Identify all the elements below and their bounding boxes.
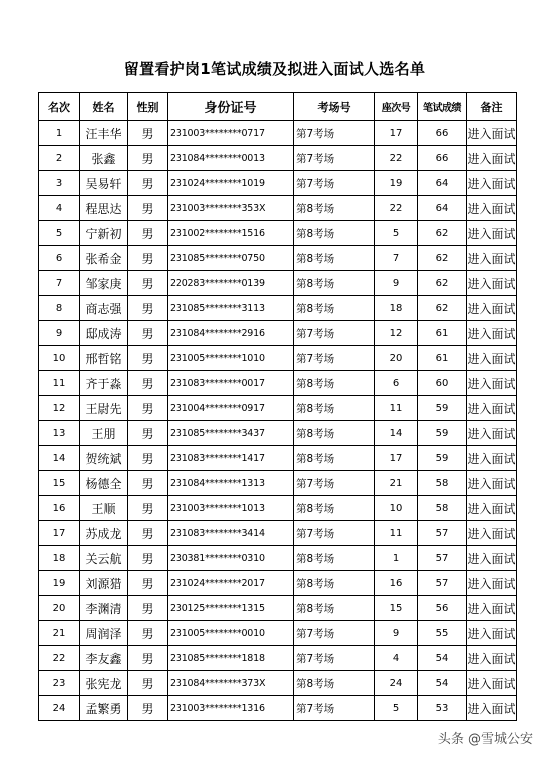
cell-score: 59: [418, 421, 467, 446]
cell-seat: 15: [375, 596, 418, 621]
cell-gender: 男: [128, 396, 168, 421]
cell-seat: 10: [375, 496, 418, 521]
cell-seat: 17: [375, 446, 418, 471]
cell-exam-room: 第8考场: [294, 246, 375, 271]
cell-rank: 2: [39, 146, 80, 171]
cell-score: 56: [418, 596, 467, 621]
cell-rank: 19: [39, 571, 80, 596]
candidate-table: [38, 92, 517, 721]
cell-score: 59: [418, 396, 467, 421]
cell-id-number: 231004********0917: [168, 396, 294, 421]
cell-score: 54: [418, 646, 467, 671]
cell-gender: 男: [128, 221, 168, 246]
cell-seat: 11: [375, 396, 418, 421]
cell-seat: 6: [375, 371, 418, 396]
cell-exam-room: 第8考场: [294, 396, 375, 421]
cell-id-number: 231083********0017: [168, 371, 294, 396]
cell-id-number: 231005********1010: [168, 346, 294, 371]
cell-rank: 7: [39, 271, 80, 296]
cell-score: 62: [418, 296, 467, 321]
cell-id-number: 231084********373X: [168, 671, 294, 696]
cell-name: 王尉先: [80, 396, 128, 421]
cell-name: 邹家庚: [80, 271, 128, 296]
cell-score: 66: [418, 121, 467, 146]
header-name: 姓名: [80, 93, 128, 121]
cell-score: 66: [418, 146, 467, 171]
cell-seat: 9: [375, 271, 418, 296]
table-row: [39, 671, 517, 696]
cell-rank: 21: [39, 621, 80, 646]
cell-seat: 12: [375, 321, 418, 346]
cell-score: 57: [418, 546, 467, 571]
cell-score: 57: [418, 521, 467, 546]
cell-exam-room: 第7考场: [294, 471, 375, 496]
table-row: [39, 546, 517, 571]
cell-gender: 男: [128, 571, 168, 596]
cell-note: 进入面试: [467, 121, 517, 146]
cell-gender: 男: [128, 271, 168, 296]
header-room: 考场号: [294, 93, 375, 121]
cell-rank: 17: [39, 521, 80, 546]
table-row: [39, 621, 517, 646]
table-row: [39, 246, 517, 271]
cell-exam-room: 第7考场: [294, 146, 375, 171]
cell-rank: 11: [39, 371, 80, 396]
cell-rank: 5: [39, 221, 80, 246]
cell-gender: 男: [128, 471, 168, 496]
cell-score: 54: [418, 671, 467, 696]
cell-note: 进入面试: [467, 446, 517, 471]
cell-gender: 男: [128, 346, 168, 371]
cell-name: 李友鑫: [80, 646, 128, 671]
cell-note: 进入面试: [467, 621, 517, 646]
table-row: [39, 321, 517, 346]
cell-rank: 20: [39, 596, 80, 621]
cell-seat: 5: [375, 221, 418, 246]
cell-name: 杨德全: [80, 471, 128, 496]
cell-note: 进入面试: [467, 196, 517, 221]
table-row: [39, 196, 517, 221]
cell-exam-room: 第7考场: [294, 346, 375, 371]
table-row: [39, 271, 517, 296]
cell-rank: 15: [39, 471, 80, 496]
table-row: [39, 121, 517, 146]
table-row: [39, 446, 517, 471]
cell-exam-room: 第8考场: [294, 546, 375, 571]
cell-name: 邢哲铭: [80, 346, 128, 371]
cell-rank: 4: [39, 196, 80, 221]
cell-seat: 9: [375, 621, 418, 646]
cell-rank: 8: [39, 296, 80, 321]
cell-gender: 男: [128, 146, 168, 171]
watermark: 头条 @雪城公安: [437, 732, 533, 747]
cell-gender: 男: [128, 321, 168, 346]
cell-seat: 11: [375, 521, 418, 546]
cell-id-number: 231024********2017: [168, 571, 294, 596]
cell-name: 孟繁勇: [80, 696, 128, 721]
cell-gender: 男: [128, 646, 168, 671]
cell-note: 进入面试: [467, 221, 517, 246]
cell-name: 刘源猎: [80, 571, 128, 596]
cell-seat: 4: [375, 646, 418, 671]
cell-gender: 男: [128, 246, 168, 271]
cell-note: 进入面试: [467, 521, 517, 546]
cell-rank: 14: [39, 446, 80, 471]
cell-score: 61: [418, 346, 467, 371]
cell-rank: 23: [39, 671, 80, 696]
cell-seat: 5: [375, 696, 418, 721]
cell-id-number: 231084********0013: [168, 146, 294, 171]
table-row: [39, 346, 517, 371]
cell-id-number: 230125********1315: [168, 596, 294, 621]
table-row: [39, 471, 517, 496]
cell-seat: 14: [375, 421, 418, 446]
cell-exam-room: 第7考场: [294, 321, 375, 346]
cell-gender: 男: [128, 696, 168, 721]
cell-exam-room: 第8考场: [294, 671, 375, 696]
table-row: [39, 696, 517, 721]
cell-gender: 男: [128, 121, 168, 146]
cell-note: 进入面试: [467, 371, 517, 396]
cell-id-number: 231002********1516: [168, 221, 294, 246]
cell-note: 进入面试: [467, 396, 517, 421]
cell-name: 吴易轩: [80, 171, 128, 196]
header-seat: 座次号: [375, 93, 418, 121]
cell-gender: 男: [128, 496, 168, 521]
cell-note: 进入面试: [467, 496, 517, 521]
cell-name: 商志强: [80, 296, 128, 321]
cell-name: 邸成涛: [80, 321, 128, 346]
cell-seat: 22: [375, 196, 418, 221]
cell-seat: 21: [375, 471, 418, 496]
table-row: [39, 646, 517, 671]
table-row: [39, 421, 517, 446]
cell-note: 进入面试: [467, 646, 517, 671]
cell-exam-room: 第7考场: [294, 621, 375, 646]
cell-gender: 男: [128, 521, 168, 546]
cell-name: 苏成龙: [80, 521, 128, 546]
cell-note: 进入面试: [467, 696, 517, 721]
cell-score: 53: [418, 696, 467, 721]
cell-score: 62: [418, 221, 467, 246]
table-row: [39, 571, 517, 596]
header-note: 备注: [467, 93, 517, 121]
cell-note: 进入面试: [467, 471, 517, 496]
cell-exam-room: 第8考场: [294, 496, 375, 521]
cell-seat: 1: [375, 546, 418, 571]
cell-name: 李渊清: [80, 596, 128, 621]
cell-id-number: 231084********2916: [168, 321, 294, 346]
cell-rank: 13: [39, 421, 80, 446]
cell-exam-room: 第8考场: [294, 571, 375, 596]
cell-score: 57: [418, 571, 467, 596]
cell-score: 64: [418, 171, 467, 196]
cell-exam-room: 第8考场: [294, 196, 375, 221]
cell-id-number: 230381********0310: [168, 546, 294, 571]
cell-score: 60: [418, 371, 467, 396]
table-row: [39, 171, 517, 196]
cell-name: 程思达: [80, 196, 128, 221]
table-row: [39, 371, 517, 396]
cell-note: 进入面试: [467, 596, 517, 621]
cell-gender: 男: [128, 171, 168, 196]
cell-id-number: 231085********0750: [168, 246, 294, 271]
cell-note: 进入面试: [467, 571, 517, 596]
cell-name: 周润泽: [80, 621, 128, 646]
cell-note: 进入面试: [467, 246, 517, 271]
cell-gender: 男: [128, 421, 168, 446]
cell-exam-room: 第8考场: [294, 446, 375, 471]
table-row: [39, 296, 517, 321]
cell-note: 进入面试: [467, 421, 517, 446]
cell-id-number: 231084********1313: [168, 471, 294, 496]
cell-exam-room: 第7考场: [294, 696, 375, 721]
cell-name: 宁新初: [80, 221, 128, 246]
cell-seat: 16: [375, 571, 418, 596]
cell-name: 王朋: [80, 421, 128, 446]
cell-exam-room: 第8考场: [294, 596, 375, 621]
cell-exam-room: 第8考场: [294, 421, 375, 446]
table-row: [39, 146, 517, 171]
cell-gender: 男: [128, 596, 168, 621]
cell-rank: 10: [39, 346, 80, 371]
cell-exam-room: 第8考场: [294, 271, 375, 296]
cell-id-number: 231085********3437: [168, 421, 294, 446]
cell-id-number: 231085********3113: [168, 296, 294, 321]
cell-seat: 19: [375, 171, 418, 196]
cell-id-number: 231083********1417: [168, 446, 294, 471]
cell-exam-room: 第8考场: [294, 296, 375, 321]
page-title: 留置看护岗1笔试成绩及拟进入面试人选名单: [123, 60, 426, 78]
cell-note: 进入面试: [467, 171, 517, 196]
table-row: [39, 396, 517, 421]
cell-name: 关云航: [80, 546, 128, 571]
cell-rank: 9: [39, 321, 80, 346]
header-score: 笔试成绩: [418, 93, 467, 121]
cell-rank: 16: [39, 496, 80, 521]
cell-exam-room: 第7考场: [294, 646, 375, 671]
cell-id-number: 231024********1019: [168, 171, 294, 196]
cell-score: 62: [418, 271, 467, 296]
table-header-row: [39, 93, 517, 121]
cell-rank: 1: [39, 121, 80, 146]
cell-note: 进入面试: [467, 671, 517, 696]
cell-seat: 20: [375, 346, 418, 371]
cell-id-number: 231003********1013: [168, 496, 294, 521]
table-row: [39, 596, 517, 621]
cell-id-number: 231083********3414: [168, 521, 294, 546]
cell-gender: 男: [128, 446, 168, 471]
cell-seat: 24: [375, 671, 418, 696]
cell-name: 贺统斌: [80, 446, 128, 471]
cell-gender: 男: [128, 196, 168, 221]
cell-name: 张宪龙: [80, 671, 128, 696]
cell-name: 王顺: [80, 496, 128, 521]
cell-seat: 17: [375, 121, 418, 146]
cell-seat: 18: [375, 296, 418, 321]
table-row: [39, 496, 517, 521]
cell-name: 齐于淼: [80, 371, 128, 396]
cell-exam-room: 第7考场: [294, 521, 375, 546]
cell-id-number: 231003********1316: [168, 696, 294, 721]
cell-exam-room: 第8考场: [294, 221, 375, 246]
cell-score: 61: [418, 321, 467, 346]
cell-gender: 男: [128, 371, 168, 396]
header-rank: 名次: [39, 93, 80, 121]
cell-note: 进入面试: [467, 296, 517, 321]
cell-rank: 24: [39, 696, 80, 721]
cell-id-number: 231003********353X: [168, 196, 294, 221]
cell-name: 张希金: [80, 246, 128, 271]
header-gender: 性别: [128, 93, 168, 121]
cell-note: 进入面试: [467, 546, 517, 571]
cell-name: 汪丰华: [80, 121, 128, 146]
cell-note: 进入面试: [467, 146, 517, 171]
cell-score: 59: [418, 446, 467, 471]
cell-exam-room: 第7考场: [294, 121, 375, 146]
cell-score: 62: [418, 246, 467, 271]
cell-seat: 22: [375, 146, 418, 171]
cell-gender: 男: [128, 621, 168, 646]
cell-note: 进入面试: [467, 346, 517, 371]
cell-score: 58: [418, 471, 467, 496]
cell-gender: 男: [128, 546, 168, 571]
cell-exam-room: 第7考场: [294, 171, 375, 196]
cell-id-number: 231005********0010: [168, 621, 294, 646]
cell-note: 进入面试: [467, 321, 517, 346]
cell-rank: 22: [39, 646, 80, 671]
cell-rank: 18: [39, 546, 80, 571]
cell-seat: 7: [375, 246, 418, 271]
cell-rank: 12: [39, 396, 80, 421]
table-row: [39, 221, 517, 246]
cell-score: 64: [418, 196, 467, 221]
cell-id-number: 231085********1818: [168, 646, 294, 671]
cell-gender: 男: [128, 296, 168, 321]
cell-id-number: 231003********0717: [168, 121, 294, 146]
cell-name: 张鑫: [80, 146, 128, 171]
cell-id-number: 220283********0139: [168, 271, 294, 296]
cell-gender: 男: [128, 671, 168, 696]
cell-rank: 3: [39, 171, 80, 196]
cell-score: 58: [418, 496, 467, 521]
cell-exam-room: 第8考场: [294, 371, 375, 396]
header-id: 身份证号: [168, 93, 294, 121]
table-row: [39, 521, 517, 546]
cell-rank: 6: [39, 246, 80, 271]
cell-score: 55: [418, 621, 467, 646]
cell-note: 进入面试: [467, 271, 517, 296]
